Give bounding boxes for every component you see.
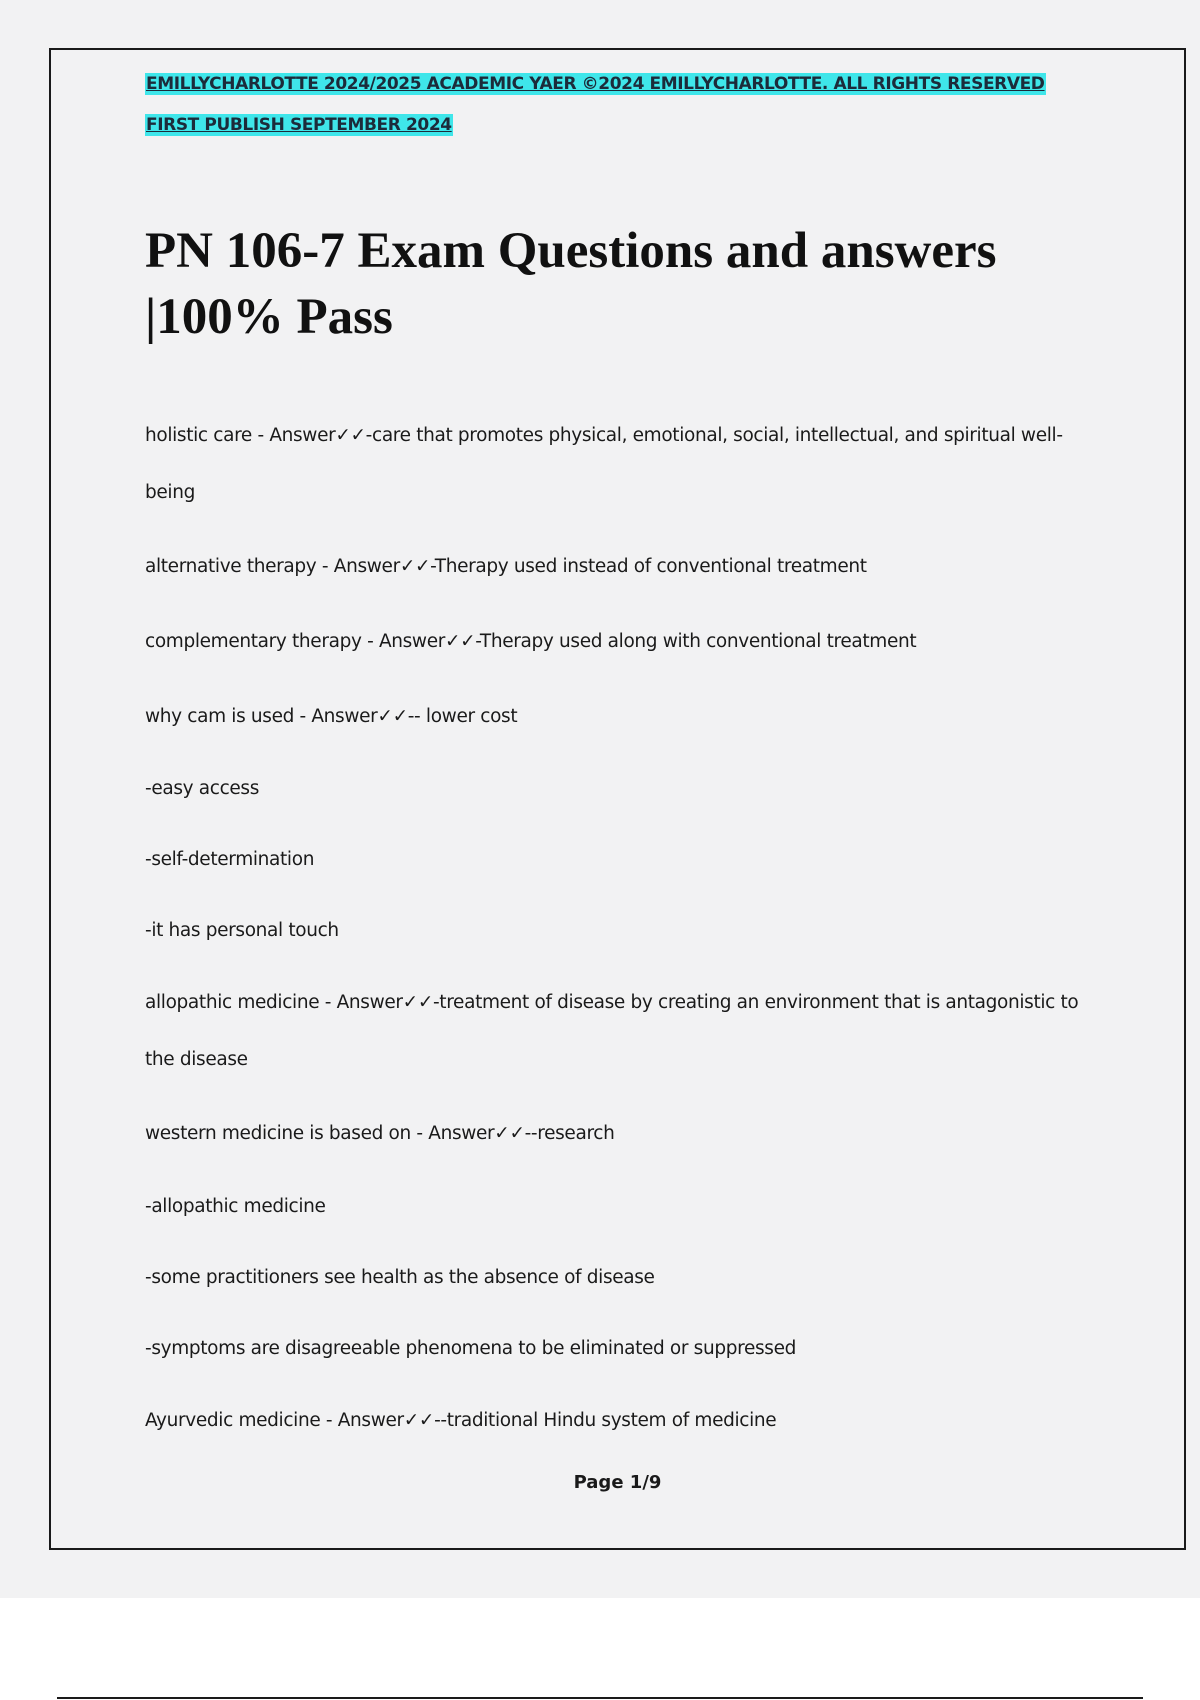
list-item: -it has personal touch bbox=[145, 920, 339, 941]
list-item: -self-determination bbox=[145, 849, 315, 870]
qa-entry-alternative-therapy: alternative therapy - Answer✓✓-Therapy used instead of conventional treatment bbox=[145, 556, 867, 577]
next-page-divider bbox=[57, 1697, 1143, 1699]
qa-entry-holistic-care: holistic care - Answer✓✓-care that promotes physical, emotional, social, intellectual, and spiritual well-being bbox=[145, 425, 1063, 503]
qa-entry-western-medicine: western medicine is based on - Answer✓✓--research bbox=[145, 1123, 615, 1144]
qa-entry-why-cam: why cam is used - Answer✓✓-- lower cost bbox=[145, 706, 518, 727]
qa-entry-allopathic-medicine: allopathic medicine - Answer✓✓-treatment of disease by creating an environment that is antagonistic to the disease bbox=[145, 992, 1079, 1070]
list-item: -allopathic medicine bbox=[145, 1196, 326, 1217]
document-title: PN 106-7 Exam Questions and answers |100% Pass bbox=[145, 223, 997, 345]
list-item: -symptoms are disagreeable phenomena to be eliminated or suppressed bbox=[145, 1338, 797, 1359]
copyright-header: EMILLYCHARLOTTE 2024/2025 ACADEMIC YAER ©2024 EMILLYCHARLOTTE. ALL RIGHTS RESERVED bbox=[146, 74, 1045, 94]
list-item: -easy access bbox=[145, 778, 259, 799]
publish-date-header: FIRST PUBLISH SEPTEMBER 2024 bbox=[146, 115, 452, 135]
qa-entry-ayurvedic-medicine: Ayurvedic medicine - Answer✓✓--traditional Hindu system of medicine bbox=[145, 1410, 777, 1431]
qa-entry-complementary-therapy: complementary therapy - Answer✓✓-Therapy used along with conventional treatment bbox=[145, 631, 917, 652]
list-item: -some practitioners see health as the absence of disease bbox=[145, 1267, 655, 1288]
page-number: Page 1/9 bbox=[573, 1472, 662, 1493]
